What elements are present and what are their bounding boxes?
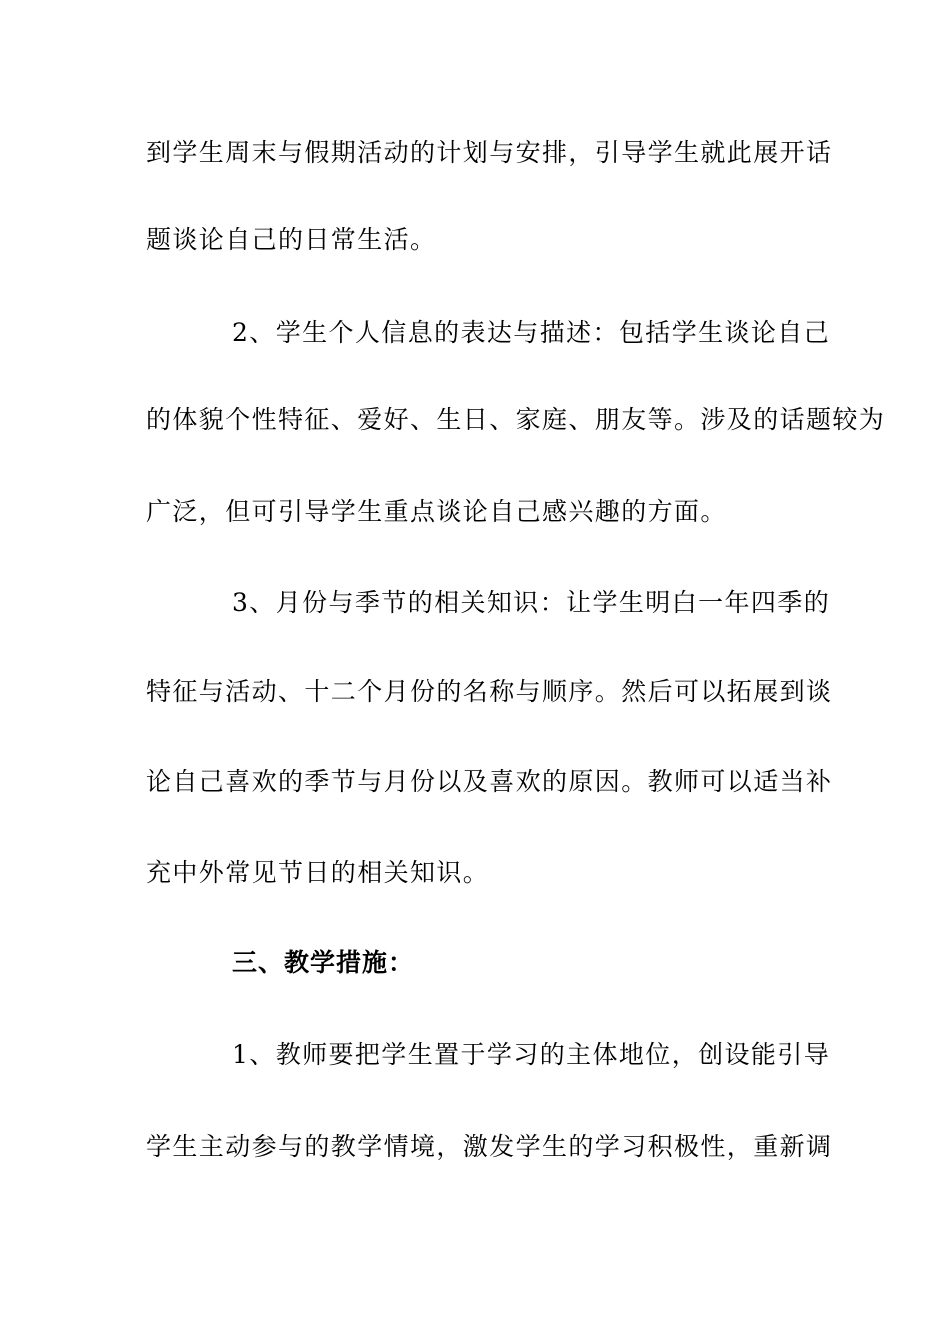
- paragraph-line: 充中外常见节日的相关知识。: [146, 858, 490, 887]
- paragraph-line: 1、教师要把学生置于学习的主体地位，创设能引导: [232, 1040, 831, 1069]
- paragraph-line: 广泛，但可引导学生重点谈论自己感兴趣的方面。: [146, 497, 727, 526]
- paragraph-line: 2、学生个人信息的表达与描述：包括学生谈论自己: [232, 318, 831, 347]
- section-heading: 三、教学措施：: [232, 948, 415, 977]
- paragraph-line: 3、月份与季节的相关知识：让学生明白一年四季的: [232, 588, 831, 617]
- paragraph-line: 学生主动参与的教学情境，激发学生的学习积极性，重新调: [146, 1132, 833, 1161]
- paragraph-line: 特征与活动、十二个月份的名称与顺序。然后可以拓展到谈: [146, 677, 833, 706]
- paragraph-line: 到学生周末与假期活动的计划与安排，引导学生就此展开话: [146, 138, 833, 167]
- paragraph-line: 题谈论自己的日常生活。: [146, 225, 437, 254]
- paragraph-line: 论自己喜欢的季节与月份以及喜欢的原因。教师可以适当补: [146, 767, 833, 796]
- paragraph-line: 的体貌个性特征、爱好、生日、家庭、朋友等。涉及的话题较为: [146, 405, 886, 434]
